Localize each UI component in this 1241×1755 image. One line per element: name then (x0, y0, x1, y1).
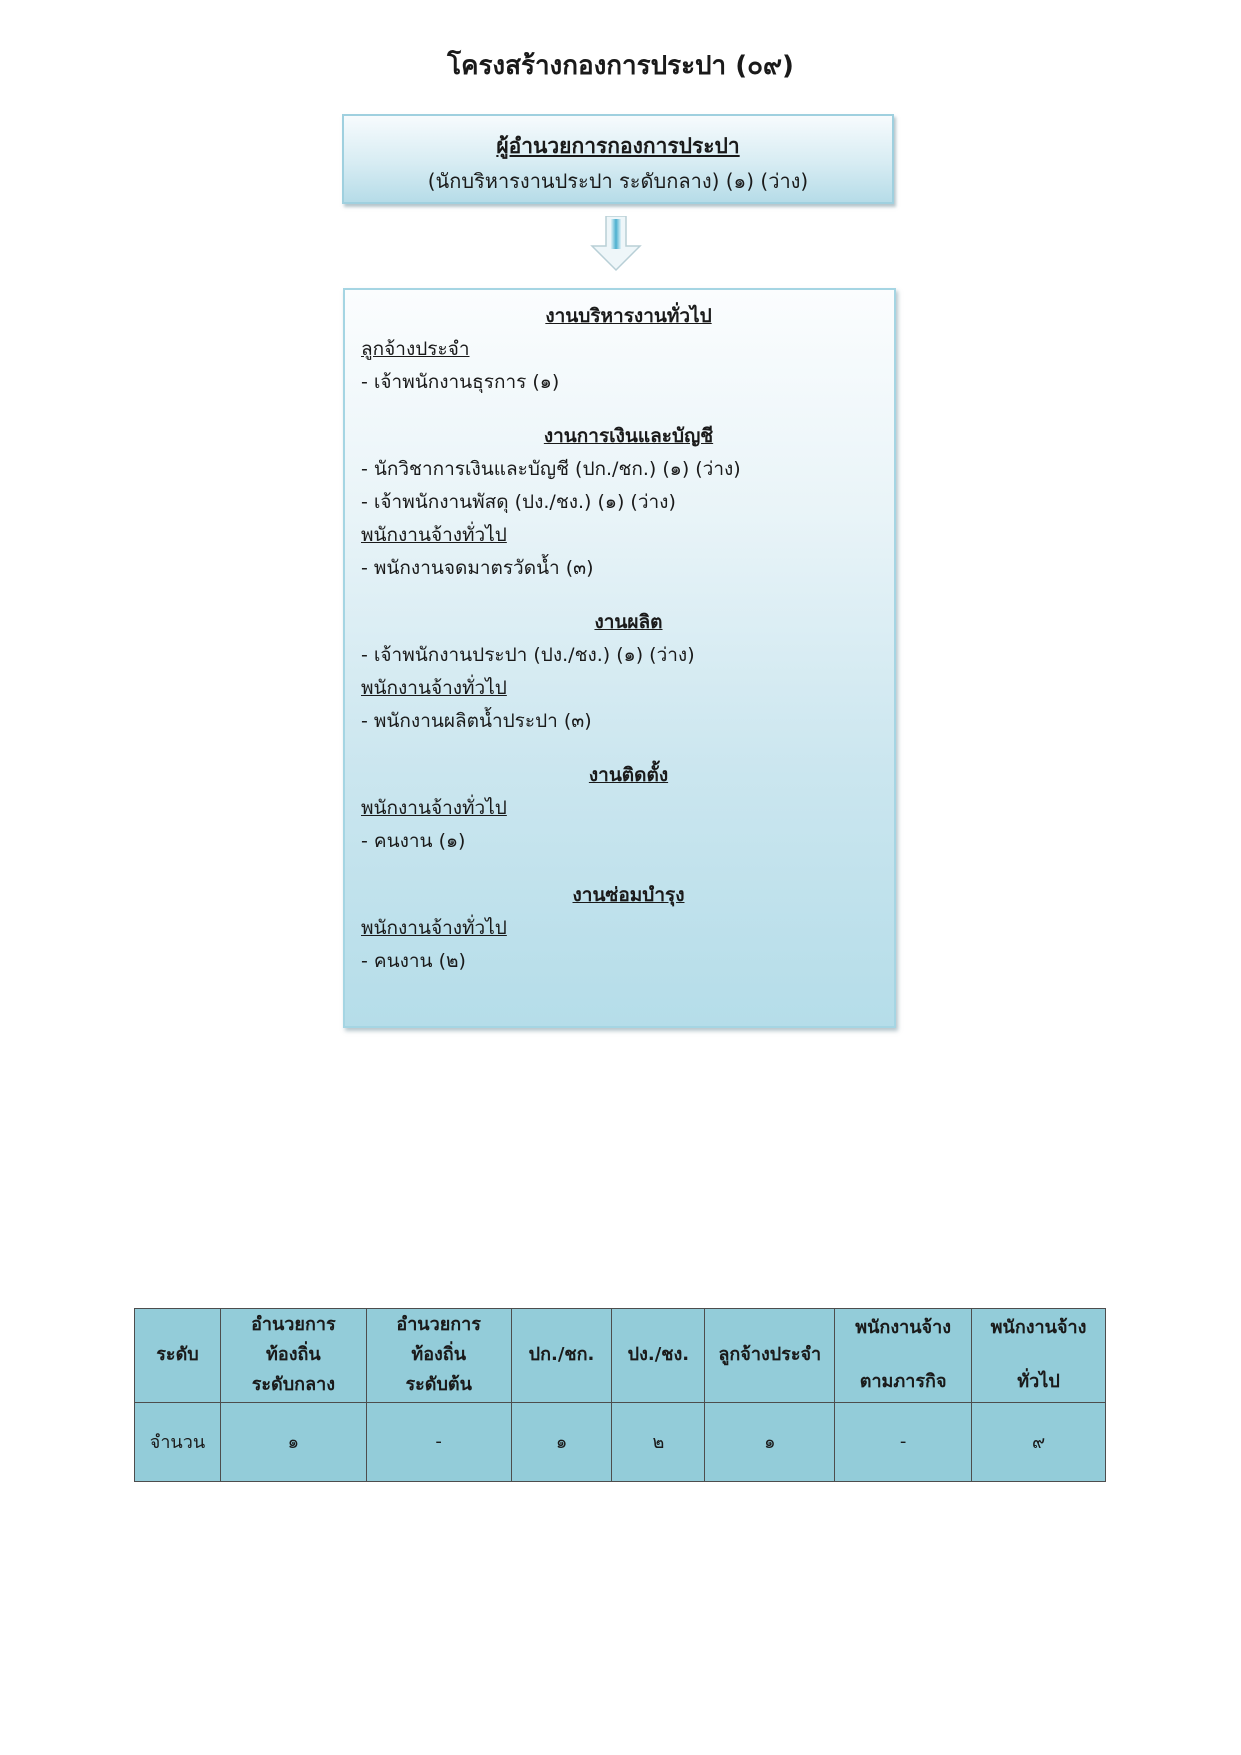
header-pg: ปง./ชง. (612, 1309, 705, 1403)
table-header-row (135, 1309, 1106, 1403)
staff-summary-table (134, 1308, 1106, 1482)
staff-group-label: พนักงานจ้างทั่วไป (361, 524, 507, 546)
director-subtitle: (นักบริหารงานประปา ระดับกลาง) (๑) (ว่าง) (427, 169, 809, 193)
cell-pk: ๑ (511, 1402, 612, 1481)
cell-director-mid: ๑ (220, 1402, 366, 1481)
position-line: - เจ้าพนักงานพัสดุ (ปง./ชง.) (๑) (ว่าง) (361, 491, 676, 513)
header-pk: ปก./ชก. (511, 1309, 612, 1403)
departments-box (343, 288, 896, 1028)
cell-permanent: ๑ (705, 1402, 835, 1481)
staff-group-label: พนักงานจ้างทั่วไป (361, 797, 507, 819)
header-level: ระดับ (135, 1309, 221, 1403)
position-line: - คนงาน (๒) (361, 950, 466, 972)
director-box (342, 114, 894, 204)
position-line: - พนักงานจดมาตรวัดน้ำ (๓) (361, 557, 594, 579)
section (361, 420, 876, 585)
header-director-mid: อำนวยการ ท้องถิ่น ระดับกลาง (220, 1309, 366, 1403)
row-label: จำนวน (135, 1402, 221, 1481)
staff-group-label: ลูกจ้างประจำ (361, 338, 470, 360)
position-line: - เจ้าพนักงานธุรการ (๑) (361, 371, 560, 393)
position-line: - เจ้าพนักงานประปา (ปง./ชง.) (๑) (ว่าง) (361, 644, 695, 666)
cell-mission: - (835, 1402, 972, 1481)
section-title: งานผลิต (594, 611, 663, 633)
section (361, 759, 876, 858)
cell-director-low: - (366, 1402, 511, 1481)
position-line: - พนักงานผลิตน้ำประปา (๓) (361, 710, 592, 732)
section (361, 879, 876, 978)
header-director-low: อำนวยการ ท้องถิ่น ระดับต้น (366, 1309, 511, 1403)
cell-general: ๙ (972, 1402, 1106, 1481)
section-title: งานบริหารงานทั่วไป (545, 305, 712, 327)
section-title: งานการเงินและบัญชี (543, 425, 714, 447)
section (361, 300, 876, 399)
director-title: ผู้อำนวยการกองการประปา (496, 134, 740, 158)
staff-group-label: พนักงานจ้างทั่วไป (361, 917, 507, 939)
cell-pg: ๒ (612, 1402, 705, 1481)
staff-group-label: พนักงานจ้างทั่วไป (361, 677, 507, 699)
header-general: พนักงานจ้าง ทั่วไป (972, 1309, 1106, 1403)
table-row (135, 1402, 1106, 1481)
section-title: งานซ่อมบำรุง (572, 884, 685, 906)
position-line: - คนงาน (๑) (361, 830, 466, 852)
section-title: งานติดตั้ง (588, 764, 669, 786)
position-line: - นักวิชาการเงินและบัญชี (ปก./ชก.) (๑) (ว่าง) (361, 458, 741, 480)
header-permanent: ลูกจ้างประจำ (705, 1309, 835, 1403)
header-mission: พนักงานจ้าง ตามภารกิจ (835, 1309, 972, 1403)
page-title: โครงสร้างกองการประปา (๐๙) (447, 51, 794, 81)
section (361, 606, 876, 738)
down-arrow-icon (590, 216, 642, 272)
